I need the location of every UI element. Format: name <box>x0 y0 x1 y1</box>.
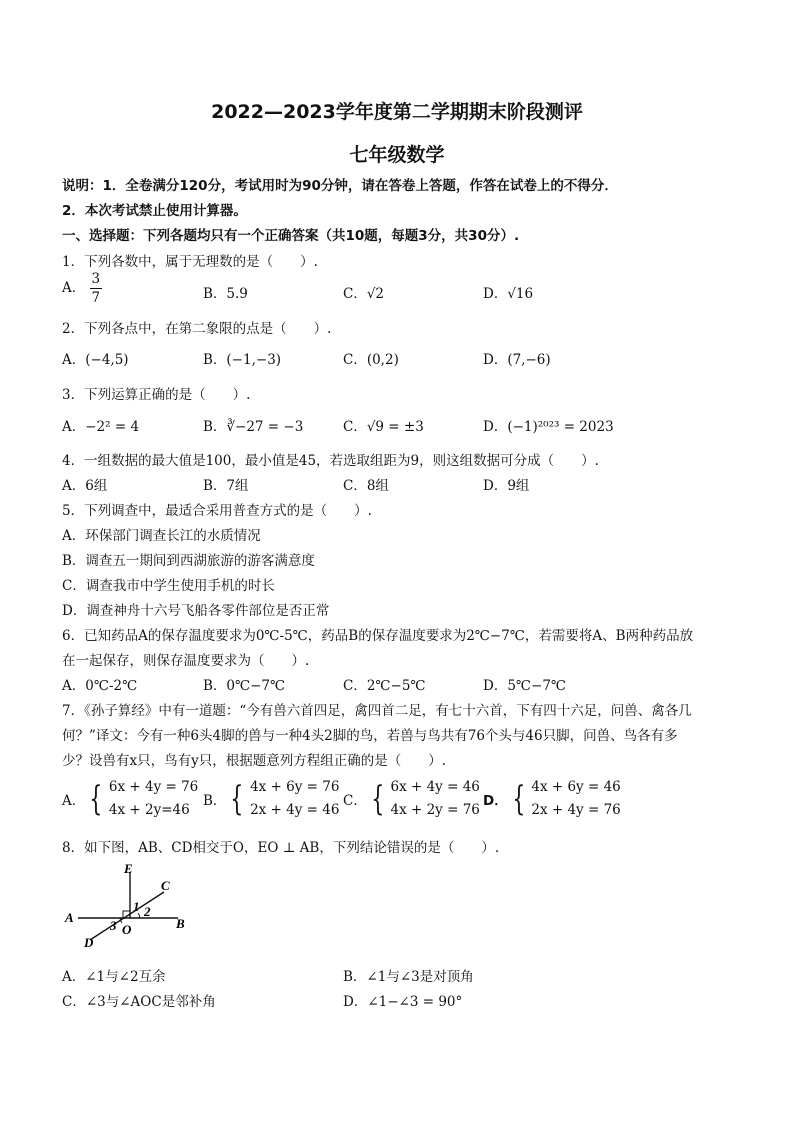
label-b: B <box>176 916 185 931</box>
question-6-stem-line-2: 在一起保存，则保存温度要求为（ ）. <box>62 653 310 669</box>
question-8-option-a: A．∠1与∠2互余 <box>62 969 166 985</box>
question-7-option-a <box>62 776 198 822</box>
question-5-option-d: D．调查神舟十六号飞船各零件部位是否正常 <box>62 603 330 619</box>
equation: 2x + 4y = 76 <box>531 802 621 818</box>
intersecting-lines-figure <box>60 860 200 950</box>
equation: 4x + 6y = 46 <box>531 779 621 795</box>
question-6-option-d: D．5℃−7℃ <box>483 678 567 694</box>
instructions-line-2: 2．本次考试禁止使用计算器。 <box>62 203 247 219</box>
question-7-option-d <box>483 776 621 822</box>
question-6-option-c: C．2℃−5℃ <box>343 678 426 694</box>
equation: 6x + 4y = 76 <box>108 779 199 795</box>
question-7-option-c <box>343 776 480 822</box>
fraction-denominator: 7 <box>91 290 101 306</box>
equation-system <box>250 776 339 822</box>
exam-subtitle: 七年级数学 <box>349 144 445 166</box>
question-2-stem: 2．下列各点中，在第二象限的点是（ ）. <box>62 321 332 337</box>
option-label: D． <box>483 793 508 809</box>
question-2-option-c: C．(0,2) <box>343 352 399 368</box>
question-4-option-c: C．8组 <box>343 478 389 494</box>
question-3-option-b: B．∛−27 = −3 <box>203 419 304 435</box>
fraction-numerator: 3 <box>91 271 101 287</box>
equation: 4x + 2y = 76 <box>390 802 480 818</box>
equation: 4x + 2y=46 <box>108 802 190 818</box>
question-1-option-b: B．5.9 <box>203 286 248 302</box>
label-o: O <box>122 922 132 937</box>
question-3-stem: 3．下列运算正确的是（ ）. <box>62 387 251 403</box>
question-6-option-b: B．0℃−7℃ <box>203 678 286 694</box>
brace-icon: { <box>89 779 103 819</box>
section-heading: 一、选择题：下列各题均只有一个正确答案（共10题，每题3分，共30分）. <box>62 228 520 244</box>
brace-icon: { <box>371 779 385 819</box>
question-2-option-b: B．(−1,−3) <box>203 352 282 368</box>
option-label: A． <box>62 280 86 296</box>
fraction <box>90 270 103 307</box>
label-d: D <box>84 935 94 950</box>
brace-icon: { <box>512 779 526 819</box>
question-6-option-a: A．0℃-2℃ <box>62 678 138 694</box>
question-1-option-a <box>62 270 102 307</box>
question-7-stem-line-1: 7．《孙子算经》中有一道题：“今有兽六首四足，禽四首二足，有七十六首，下有四十六足，问兽、禽各几 <box>62 703 692 719</box>
question-3-option-d: D．(−1)²⁰²³ = 2023 <box>483 419 614 435</box>
question-4-stem: 4．一组数据的最大值是100，最小值是45，若选取组距为9，则这组数据可分成（ ）. <box>62 453 599 469</box>
question-2-option-d: D．(7,−6) <box>483 352 551 368</box>
equation-system <box>531 776 620 822</box>
question-5-option-a: A．环保部门调查长江的水质情况 <box>62 528 261 544</box>
exam-title: 2022—2023学年度第二学期期末阶段测评 <box>211 101 583 123</box>
equation-system <box>390 776 479 822</box>
question-8-stem: 8．如下图，AB、CD相交于O，EO ⊥ AB，下列结论错误的是（ ）. <box>62 840 500 856</box>
question-5-stem: 5．下列调查中，最适合采用普查方式的是（ ）. <box>62 503 372 519</box>
question-1-option-d: D．√16 <box>483 286 534 302</box>
question-4-option-a: A．6组 <box>62 478 108 494</box>
equation: 4x + 6y = 76 <box>250 779 340 795</box>
question-4-option-b: B．7组 <box>203 478 249 494</box>
question-5-option-c: C．调查我市中学生使用手机的时长 <box>62 578 275 594</box>
label-e: E <box>124 861 133 876</box>
question-1-stem: 1．下列各数中，属于无理数的是（ ）. <box>62 254 318 270</box>
option-label: B． <box>203 793 227 809</box>
question-2-option-a: A．(−4,5) <box>62 352 129 368</box>
label-angle-3: 3 <box>110 918 117 933</box>
equation: 2x + 4y = 46 <box>250 802 340 818</box>
brace-icon: { <box>230 779 244 819</box>
question-7-stem-line-3: 少？设兽有x只，鸟有y只，根据题意列方程组正确的是（ ）. <box>62 753 447 769</box>
question-7-stem-line-2: 何？”译文：今有一种6头4脚的兽与一种4头2脚的鸟，若兽与鸟共有76个头与46只脚，问兽、鸟各有多 <box>62 728 678 744</box>
question-7-option-b <box>203 776 339 822</box>
question-5-option-b: B．调查五一期间到西湖旅游的游客满意度 <box>62 553 315 569</box>
label-c: C <box>161 878 170 893</box>
question-8-option-c: C．∠3与∠AOC是邻补角 <box>62 994 216 1010</box>
question-3-option-a: A．−2² = 4 <box>62 419 140 435</box>
question-4-option-d: D．9组 <box>483 478 530 494</box>
question-8-option-d: D．∠1−∠3 = 90° <box>343 994 463 1010</box>
label-a: A <box>65 910 74 925</box>
equation: 6x + 4y = 46 <box>390 779 480 795</box>
option-label: C． <box>343 793 367 809</box>
question-6-stem-line-1: 6．已知药品A的保存温度要求为0℃-5℃，药品B的保存温度要求为2℃−7℃，若需要将A、B两种药品放 <box>62 628 694 644</box>
label-angle-1: 1 <box>133 899 140 914</box>
question-8-option-b: B．∠1与∠3是对顶角 <box>343 969 474 985</box>
equation-system <box>109 776 198 822</box>
label-angle-2: 2 <box>144 904 151 919</box>
question-3-option-c: C．√9 = ±3 <box>343 419 424 435</box>
question-1-option-c: C．√2 <box>343 286 385 302</box>
instructions-line-1: 说明：1．全卷满分120分，考试用时为90分钟，请在答卷上答题，作答在试卷上的不得分． <box>62 178 618 194</box>
option-label: A． <box>62 793 86 809</box>
